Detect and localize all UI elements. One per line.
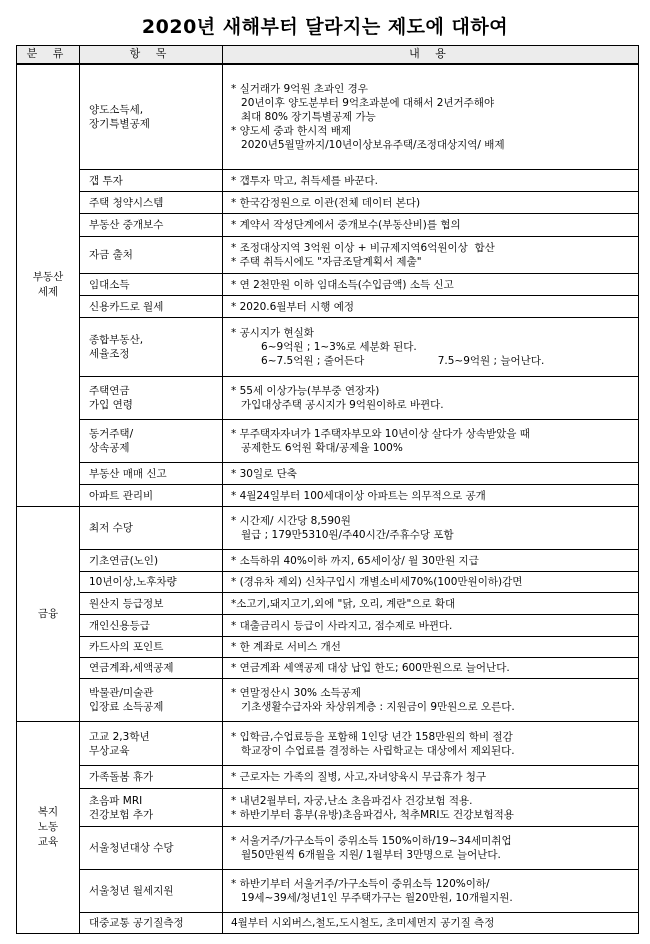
content-line: *소고기,돼지고기,외에 "닭, 오리, 계란"으로 확대 [231, 597, 456, 610]
content-cell [223, 789, 639, 827]
content-line: * 4월24일부터 100세대이상 아파트는 의무적으로 공개 [231, 489, 486, 502]
content-line: * 양도세 중과 한시적 배제 [231, 124, 352, 137]
table-row [17, 318, 639, 377]
item-label: 상속공제 [89, 442, 130, 454]
content-line: 공제한도 6억원 확대/공제율 100% [231, 442, 403, 454]
content-cell [223, 296, 639, 318]
item-cell [80, 572, 223, 593]
content-cell [223, 827, 639, 870]
item-label: 가족돌봄 휴가 [89, 771, 154, 783]
item-label: 개인신용등급 [89, 619, 150, 632]
table-row [17, 572, 639, 593]
item-cell [80, 827, 223, 870]
item-label: 신용카드로 월세 [89, 300, 164, 313]
content-line: 19세~39세/청년1인 무주택가구는 월20만원, 10개월지원. [231, 892, 513, 904]
item-label: 세율조정 [89, 348, 130, 360]
table-row [17, 827, 639, 870]
item-label: 고교 2,3학년 [89, 730, 150, 743]
content-line: * 하반기부터 서울거주/가구소득이 중위소득 120%이하/ [231, 878, 490, 890]
content-cell [223, 615, 639, 637]
content-cell [223, 485, 639, 507]
table-row [17, 485, 639, 507]
item-label: 부동산 매매 신고 [89, 467, 167, 480]
item-label: 10년이상,노후차량 [89, 576, 177, 588]
table-row [17, 679, 639, 722]
changes-table [16, 45, 639, 934]
table-row [17, 420, 639, 463]
item-cell [80, 296, 223, 318]
item-cell [80, 377, 223, 420]
content-line: * 주택 취득시에도 "자금조달계획서 제출" [231, 256, 422, 268]
item-label: 부동산 중개보수 [89, 219, 164, 231]
content-line: 2020년5월말까지/10년이상보유주택/조정대상지역/ 배제 [231, 138, 505, 151]
content-cell [223, 572, 639, 593]
item-cell [80, 658, 223, 679]
item-label: 임대소득 [89, 278, 130, 291]
content-line: 6~9억원 ; 1~3%로 세분화 된다. [231, 341, 417, 353]
content-line: * 조정대상지역 3억원 이상 + 비규제지역6억원이상 합산 [231, 242, 495, 254]
header-content: 내 용 [223, 46, 639, 64]
content-line: * (경유차 제외) 신차구입시 개별소비세70%(100만원이하)감면 [231, 576, 523, 588]
item-cell [80, 913, 223, 934]
content-line: 20년이후 양도분부터 9억초과분에 대해서 2년거주해야 [231, 96, 495, 109]
content-cell [223, 507, 639, 550]
table-row [17, 237, 639, 274]
content-line: * 공시지가 현실화 [231, 327, 314, 339]
content-line: 월50만원씩 6개월을 지원/ 1월부터 3만명으로 늘어난다. [231, 849, 501, 861]
table-row [17, 550, 639, 572]
item-label: 주택연금 [89, 385, 130, 397]
item-cell [80, 485, 223, 507]
item-label: 원산지 등급정보 [89, 597, 164, 610]
item-cell [80, 214, 223, 237]
content-cell [223, 679, 639, 722]
item-label: 동거주택/ [89, 428, 134, 440]
content-line: * 소득하위 40%이하 까지, 65세이상/ 월 30만원 지급 [231, 554, 479, 567]
table-row [17, 722, 639, 766]
item-label: 종합부동산, [89, 334, 144, 346]
table-row [17, 637, 639, 658]
category-cell [17, 64, 80, 507]
content-cell [223, 593, 639, 615]
item-cell [80, 679, 223, 722]
item-label: 양도소득세, [89, 103, 144, 116]
table-row [17, 593, 639, 615]
item-cell [80, 870, 223, 913]
item-label: 자금 출처 [89, 249, 133, 261]
item-cell [80, 64, 223, 170]
content-line: 최대 80% 장기특별공제 가능 [231, 110, 376, 123]
content-line: 4월부터 시외버스,철도,도시철도, 초미세먼지 공기질 측정 [231, 917, 495, 929]
content-line: * 실거래가 9억원 초과인 경우 [231, 82, 368, 95]
item-label: 대중교통 공기질측정 [89, 917, 184, 929]
item-cell [80, 170, 223, 192]
item-label: 입장료 소득공제 [89, 701, 164, 713]
category-cell [17, 507, 80, 722]
table-row [17, 192, 639, 214]
item-cell [80, 722, 223, 766]
content-line: * 55세 이상가능(부부중 연장자) [231, 385, 380, 397]
content-cell [223, 658, 639, 679]
item-cell [80, 766, 223, 789]
item-cell [80, 420, 223, 463]
table-row [17, 789, 639, 827]
item-label: 서울청년 월세지원 [89, 885, 174, 897]
table-row [17, 296, 639, 318]
item-label: 갭 투자 [89, 174, 123, 187]
item-label: 최저 수당 [89, 522, 133, 534]
category-cell [17, 722, 80, 934]
item-label: 초음파 MRI [89, 794, 143, 807]
content-cell [223, 913, 639, 934]
content-line: 6~7.5억원 ; 줄어든다 7.5~9억원 ; 늘어난다. [231, 355, 545, 367]
content-cell [223, 377, 639, 420]
content-cell [223, 318, 639, 377]
category-label: 교육 [37, 836, 59, 848]
table-row [17, 658, 639, 679]
item-cell [80, 593, 223, 615]
item-cell [80, 318, 223, 377]
table-row [17, 463, 639, 485]
content-line: * 무주택자자녀가 1주택자부모와 10년이상 살다가 상속받았을 때 [231, 428, 530, 440]
content-cell [223, 170, 639, 192]
item-cell [80, 637, 223, 658]
content-line: 월급 ; 179만5310원/주40시간/주휴수당 포함 [231, 529, 454, 541]
item-label: 가입 연령 [89, 399, 133, 411]
table-body [17, 64, 639, 934]
table-row [17, 274, 639, 296]
item-cell [80, 789, 223, 827]
content-cell [223, 550, 639, 572]
content-line: * 연금계좌 세액공제 대상 납입 한도; 600만원으로 늘어난다. [231, 662, 510, 674]
page-title: 2020년 새해부터 달라지는 제도에 대하여 [141, 16, 509, 38]
item-cell [80, 550, 223, 572]
table-row [17, 870, 639, 913]
content-line: * 계약서 작성단계에서 중개보수(부동산비)를 협의 [231, 219, 461, 231]
content-cell [223, 64, 639, 170]
content-line: * 한 계좌로 서비스 개선 [231, 641, 341, 653]
content-line: * 2020.6월부터 시행 예정 [231, 300, 355, 313]
content-cell [223, 214, 639, 237]
content-line: * 갭투자 막고, 취득세를 바꾼다. [231, 174, 378, 187]
item-label: 연금계좌,세액공제 [89, 662, 174, 674]
content-line: * 연 2천만원 이하 임대소득(수입금액) 소득 신고 [231, 278, 454, 291]
item-cell [80, 237, 223, 274]
item-cell [80, 463, 223, 485]
table-row [17, 170, 639, 192]
category-label: 노동 [37, 821, 59, 833]
category-label: 복지 [37, 806, 59, 818]
content-line: * 서울거주/가구소득이 중위소득 150%이하/19~34세미취업 [231, 835, 512, 847]
item-label: 아파트 관리비 [89, 489, 154, 502]
item-cell [80, 274, 223, 296]
content-cell [223, 237, 639, 274]
content-line: 기초생활수급자와 차상위계층 : 지원금이 9만원으로 오른다. [231, 701, 515, 713]
content-cell [223, 637, 639, 658]
content-line: * 연말정산시 30% 소득공제 [231, 687, 361, 699]
content-line: * 시간제/ 시간당 8,590원 [231, 515, 351, 527]
item-cell [80, 507, 223, 550]
table-row [17, 64, 639, 170]
header-item: 항 목 [80, 46, 223, 64]
item-label: 건강보험 추가 [89, 808, 154, 821]
table-header-row [17, 46, 639, 64]
content-line: * 하반기부터 흉부(유방)초음파검사, 척추MRI도 건강보험적용 [231, 808, 514, 821]
content-line: 학교장이 수업료를 결정하는 사립학교는 대상에서 제외된다. [231, 744, 515, 757]
item-label: 카드사의 포인트 [89, 641, 164, 653]
content-cell [223, 192, 639, 214]
content-line: * 한국감정원으로 이관(전체 데이터 본다) [231, 196, 421, 209]
category-label: 세제 [37, 286, 59, 299]
category-label: 부동산 [32, 271, 64, 284]
item-label: 무상교육 [89, 744, 130, 757]
table-row [17, 913, 639, 934]
table-row [17, 507, 639, 550]
header-category: 분 류 [17, 46, 80, 64]
content-cell [223, 722, 639, 766]
content-line: * 내년2월부터, 자궁,난소 초음파검사 건강보험 적용. [231, 794, 473, 807]
item-cell [80, 615, 223, 637]
content-cell [223, 274, 639, 296]
item-label: 장기특별공제 [89, 117, 150, 130]
content-line: 가입대상주택 공시지가 9억원이하로 바뀐다. [231, 399, 444, 411]
category-label: 금융 [37, 607, 59, 620]
content-line: * 입학금,수업료등을 포함해 1인당 년간 158만원의 학비 절감 [231, 730, 513, 743]
item-label: 기초연금(노인) [89, 554, 159, 567]
content-line: * 30일로 단축 [231, 467, 297, 480]
content-line: * 대출금리시 등급이 사라지고, 점수제로 바뀐다. [231, 619, 453, 632]
table-row [17, 377, 639, 420]
content-cell [223, 420, 639, 463]
item-label: 서울청년대상 수당 [89, 842, 174, 854]
content-cell [223, 870, 639, 913]
item-cell [80, 192, 223, 214]
content-cell [223, 766, 639, 789]
table-row [17, 766, 639, 789]
content-line: * 근로자는 가족의 질병, 사고,자녀양육시 무급휴가 청구 [231, 771, 487, 783]
content-cell [223, 463, 639, 485]
table-row [17, 615, 639, 637]
table-row [17, 214, 639, 237]
item-label: 박물관/미술관 [89, 687, 154, 699]
item-label: 주택 청약시스템 [89, 196, 164, 209]
